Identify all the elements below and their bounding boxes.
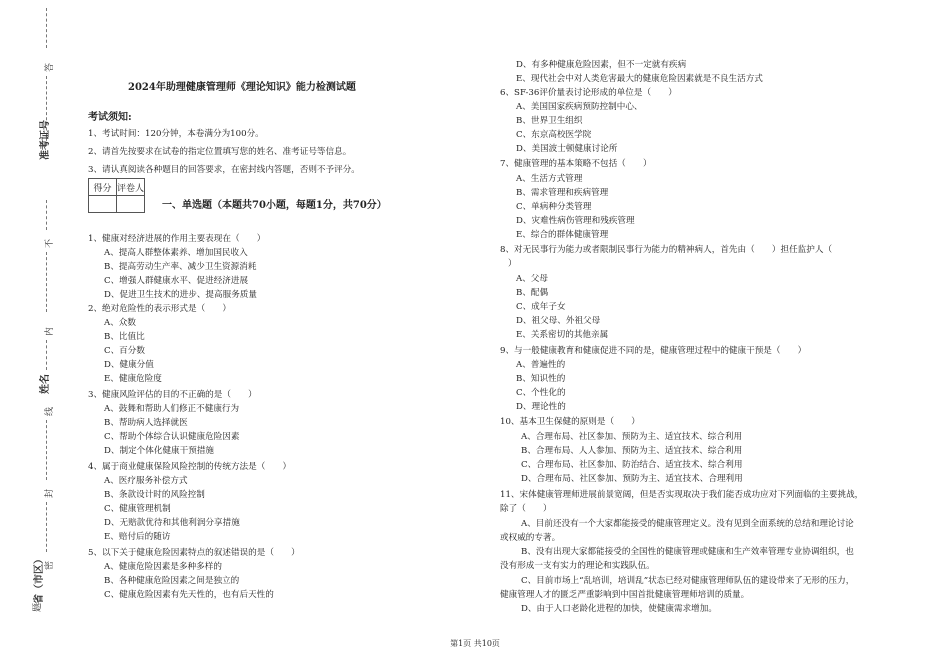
seal-line-segment	[46, 420, 47, 480]
question-5: 5、以下关于健康危险因素特点的叙述错误的是（ ）	[88, 548, 300, 558]
name-label: 姓名	[40, 374, 51, 394]
option: C、帮助个体综合认识健康危险因素	[104, 432, 240, 442]
option: D、理论性的	[516, 402, 566, 412]
option: A、提高人群整体素养、增加国民收入	[104, 248, 248, 258]
option: D、灾难性病伤管理和残疾管理	[516, 216, 635, 226]
notice-item: 2、请首先按要求在试卷的指定位置填写您的姓名、准考证号等信息。	[88, 147, 352, 157]
binding-top-mark: 答	[45, 62, 55, 72]
option: A、美国国家疾病预防控制中心、	[516, 102, 643, 112]
question-9: 9、与一般健康教育和健康促进不同的是，健康管理过程中的健康干预是（ ）	[500, 346, 807, 356]
option: A、鼓舞和帮助人们修正不健康行为	[104, 404, 240, 414]
option-c-line1: C、目前市场上“乱培训，培训乱”状态已经对健康管理师队伍的建设带来了无形的压力，	[521, 576, 855, 586]
exam-no-label: 准考证号	[40, 120, 51, 160]
option: A、普遍性的	[516, 360, 566, 370]
option-b-line2: 没有形成一支有实力的理论和实践队伍。	[500, 561, 655, 571]
option: B、需求管理和疾病管理	[516, 188, 609, 198]
option: C、百分数	[104, 346, 145, 356]
option: C、成年子女	[516, 302, 566, 312]
option: C、个性化的	[516, 388, 566, 398]
option: E、赔付后的随访	[104, 532, 171, 542]
binding-word-3: 内	[45, 326, 55, 336]
option: A、众数	[104, 318, 136, 328]
seal-line-segment	[46, 252, 47, 312]
binding-word-4: 线	[45, 406, 55, 416]
option: A、生活方式管理	[516, 174, 583, 184]
seal-line-segment	[46, 340, 47, 370]
region-label: 省（市区）	[34, 554, 45, 604]
option-c-line2: 健康管理人才的匮乏严重影响到中国首批健康管理师培训的质量。	[500, 590, 750, 600]
score-cell[interactable]	[89, 196, 117, 213]
option: B、配偶	[516, 288, 549, 298]
binding-bottom-mark: 题	[33, 602, 43, 612]
question-8: 8、对无民事行为能力或者限制民事行为能力的精神病人，首先由（ ）担任监护人（	[500, 245, 833, 255]
option: D、健康分值	[104, 360, 154, 370]
option: E、综合的群体健康管理	[516, 230, 609, 240]
question-11-cont: 除了（ ）	[500, 504, 552, 514]
option: A、医疗服务补偿方式	[104, 476, 188, 486]
option: B、知识性的	[516, 374, 566, 384]
option: E、健康危险度	[104, 374, 162, 384]
seal-line-segment	[46, 8, 47, 48]
option: C、东京高校医学院	[516, 130, 592, 140]
page-footer: 第1页 共10页	[450, 639, 500, 648]
question-7: 7、健康管理的基本策略不包括（ ）	[500, 159, 652, 169]
question-3: 3、健康风险评估的目的不正确的是（ ）	[88, 390, 257, 400]
option: B、各种健康危险因素之间是独立的	[104, 576, 240, 586]
option: C、增强人群健康水平、促进经济进展	[104, 276, 249, 286]
grader-header: 评卷人	[117, 179, 145, 196]
question-1: 1、健康对经济进展的作用主要表现在（ ）	[88, 234, 266, 244]
question-4: 4、属于商业健康保险风险控制的传统方法是（ ）	[88, 462, 292, 472]
option-a-line2: 或权威的专著。	[500, 533, 561, 543]
seal-line-segment	[46, 200, 47, 230]
binding-word-1: 不	[45, 238, 55, 248]
binding-word-6: 密	[45, 560, 55, 570]
section-heading: 一、单选题（本题共70小题，每题1分，共70分）	[162, 200, 387, 211]
option: C、合理布局、社区参加、防治结合、适宜技术、综合利用	[521, 460, 743, 470]
page-title: 2024年助理健康管理师《理论知识》能力检测试题	[128, 82, 356, 93]
question-2: 2、绝对危险性的表示形式是（ ）	[88, 304, 231, 314]
option: A、健康危险因素是多种多样的	[104, 562, 222, 572]
option-b-line1: B、没有出现大家都能接受的全国性的健康管理或健康和生产效率管理专业协调组织，也	[521, 547, 854, 557]
question-11: 11、宋体健康管理师进展前景宽阔，但是否实现取决于我们能否成功应对下列面临的主要挑战，	[500, 490, 864, 500]
option: B、合理布局、人人参加、预防为主、适宜技术、综合利用	[521, 446, 743, 456]
score-table	[88, 178, 145, 213]
notice-heading: 考试须知:	[88, 112, 132, 123]
option: C、健康管理机制	[104, 504, 171, 514]
option: A、父母	[516, 274, 548, 284]
option-d-line1: D、由于人口老龄化进程的加快，使健康需求增加。	[521, 604, 717, 614]
seal-line-segment	[46, 502, 47, 552]
option: D、制定个体化健康干预措施	[104, 446, 215, 456]
binding-margin	[0, 0, 72, 671]
option: D、美国波士顿健康讨论所	[516, 144, 618, 154]
option: C、单病种分类管理	[516, 202, 592, 212]
option: B、比值比	[104, 332, 145, 342]
grader-cell[interactable]	[117, 196, 145, 213]
option: B、提高劳动生产率、减少卫生资源消耗	[104, 262, 257, 272]
option: C、健康危险因素有先天性的，也有后天性的	[104, 590, 274, 600]
binding-word-5: 封	[45, 488, 55, 498]
option: B、条款设计时的风险控制	[104, 490, 205, 500]
option: D、祖父母、外祖父母	[516, 316, 601, 326]
notice-item: 1、考试时间：120分钟，本卷满分为100分。	[88, 129, 264, 139]
notice-item: 3、请认真阅读各种题目的回答要求，在密封线内答题，否则不予评分。	[88, 165, 360, 175]
question-10: 10、基本卫生保健的原则是（ ）	[500, 417, 640, 427]
option: D、有多种健康危险因素，但不一定就有疾病	[516, 60, 687, 70]
option: B、帮助病人选择就医	[104, 418, 188, 428]
option: D、促进卫生技术的进步、提高服务质量	[104, 290, 257, 300]
question-6: 6、SF-36评价量表讨论形成的单位是（ ）	[500, 88, 677, 98]
score-header: 得分	[89, 179, 117, 196]
option: D、无赔款优待和其他利润分享措施	[104, 518, 240, 528]
option: A、合理布局、社区参加、预防为主、适宜技术、综合利用	[521, 432, 743, 442]
question-8-cont: ）	[508, 259, 517, 269]
option: B、世界卫生组织	[516, 116, 583, 126]
option-a-line1: A、目前还没有一个大家都能接受的健康管理定义。没有见到全面系统的总结和理论讨论	[521, 519, 854, 529]
option: D、合理布局、社区参加、预防为主、适宜技术、合理利用	[521, 474, 743, 484]
option: E、关系密切的其他亲属	[516, 330, 609, 340]
option: E、现代社会中对人类危害最大的健康危险因素就是不良生活方式	[516, 74, 763, 84]
